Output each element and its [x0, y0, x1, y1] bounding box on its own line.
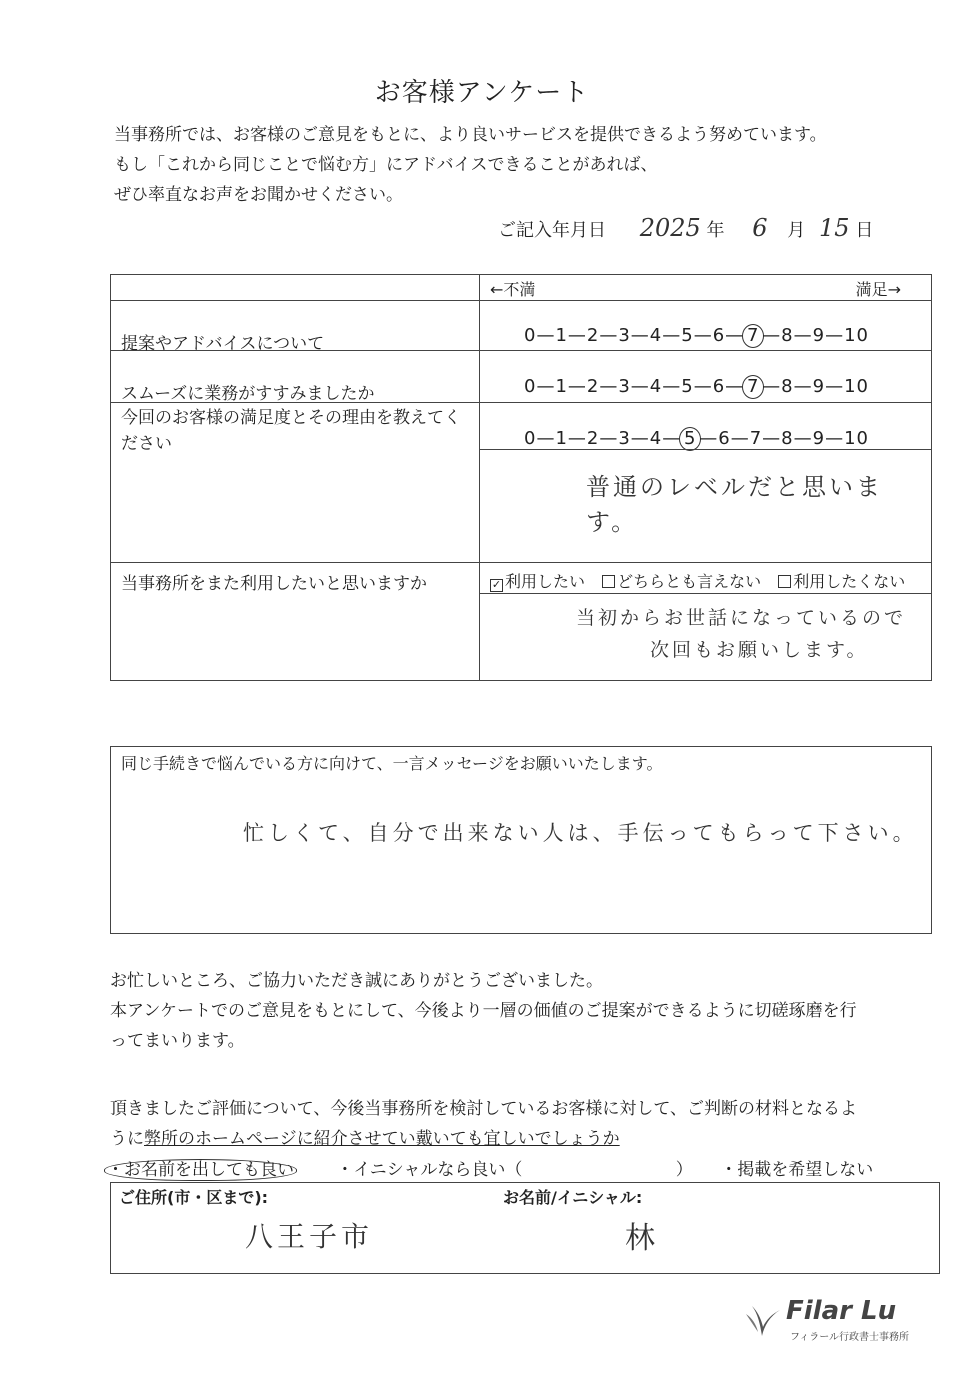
rating-scale[interactable]	[524, 427, 869, 451]
date-day-unit: 日	[855, 220, 874, 241]
intro-line: 当事務所では、お客様のご意見をもとに、より良いサービスを提供できるよう努めています。	[114, 125, 827, 145]
date-month: 6	[752, 214, 768, 242]
publish-question: 弊所のホームページに紹介させてい戴いても宜しいでしょうか	[144, 1129, 620, 1149]
publish-text	[110, 1094, 857, 1154]
publish-line: うに	[110, 1129, 144, 1149]
thanks-line: 本アンケートでのご意見をもとにして、今後より一層の価値のご提案ができるように切磋琢磨を行	[110, 1001, 857, 1021]
rating-scale[interactable]	[524, 324, 869, 348]
company-logo	[744, 1296, 914, 1344]
date-day: 15	[819, 214, 850, 242]
scale-before: 0—1—2—3—4—5—6—	[524, 325, 745, 346]
option-label: 利用したくない	[793, 572, 906, 591]
question-label: 今回のお客様の満足度とその理由を教えてください	[121, 408, 461, 454]
scale-after: —6—7—8—9—10	[699, 428, 869, 449]
scale-left-label: ←不満	[490, 280, 536, 299]
leaf-logo-icon	[744, 1300, 784, 1340]
header-empty-cell	[111, 275, 480, 301]
message-prompt: 同じ手続きで悩んでいる方に向けて、一言メッセージをお願いいたします。	[121, 754, 663, 773]
option-label: どちらとも言えない	[617, 572, 762, 591]
question-row	[111, 351, 932, 403]
checkbox-icon[interactable]	[602, 575, 615, 588]
date-row	[498, 214, 873, 242]
question-row	[111, 301, 932, 351]
address-value: 八王子市	[245, 1220, 374, 1253]
publish-option-none[interactable]: ・掲載を希望しない	[720, 1160, 874, 1180]
publish-options	[104, 1155, 873, 1180]
option-label: 利用したい	[505, 572, 586, 591]
thanks-text	[110, 966, 857, 1056]
selected-score: 7	[742, 324, 764, 348]
scale-before: 0—1—2—3—4—5—6—	[524, 376, 745, 397]
scale-right-label: 満足→	[855, 280, 901, 299]
name-value: 林	[625, 1221, 655, 1256]
message-text: 忙しくて、自分で出来ない人は、手伝ってもらって下さい。	[243, 821, 918, 845]
reuse-row	[111, 563, 932, 681]
checked-checkbox-icon[interactable]: ✓	[491, 578, 502, 591]
contact-box	[110, 1182, 940, 1274]
option-not-use[interactable]	[778, 572, 905, 591]
scale-header-cell	[480, 275, 932, 301]
name-label: お名前/イニシャル:	[503, 1188, 643, 1207]
intro-text	[114, 120, 827, 210]
reuse-comment-line: 次回もお願いします。	[650, 639, 869, 661]
page-title: お客様アンケート	[374, 78, 590, 108]
rating-scale[interactable]	[524, 375, 869, 399]
selected-score: 5	[679, 427, 701, 451]
publish-option-initial-close: ）	[675, 1160, 693, 1180]
scale-after: —8—9—10	[762, 325, 869, 346]
checkbox-icon[interactable]	[778, 575, 791, 588]
option-use-again[interactable]	[490, 572, 585, 591]
logo-name: Filar Lu	[786, 1296, 897, 1326]
date-month-unit: 月	[787, 220, 806, 241]
reuse-question: 当事務所をまた利用したいと思いますか	[121, 574, 427, 594]
thanks-line: ってまいります。	[110, 1031, 245, 1051]
publish-option-initial[interactable]: ・イニシャルなら良い（	[336, 1160, 523, 1180]
date-label: ご記入年月日	[498, 220, 606, 241]
intro-line: もし「これから同じことで悩む方」にアドバイスできることがあれば、	[114, 155, 658, 175]
row-divider	[480, 593, 931, 594]
date-year-unit: 年	[706, 220, 725, 241]
survey-table	[110, 274, 932, 681]
reuse-comment-line: 当初からお世話になっているので	[576, 607, 907, 629]
scale-header-row	[111, 275, 932, 301]
option-neutral[interactable]	[602, 572, 761, 591]
scale-after: —8—9—10	[762, 376, 869, 397]
row-divider	[480, 449, 931, 450]
reuse-options	[490, 569, 905, 592]
question-label: 提案やアドバイスについて	[121, 334, 325, 354]
publish-line: 頂きましたご評価について、今後当事務所を検討しているお客様に対して、ご判断の材料となるよ	[110, 1099, 857, 1119]
reason-comment: 普通のレベルだと思います。	[586, 473, 883, 536]
scale-before: 0—1—2—3—4—	[524, 428, 682, 449]
logo-sub: フィラール行政書士事務所	[790, 1332, 909, 1343]
question-label: スムーズに業務がすすみましたか	[121, 384, 375, 404]
intro-line: ぜひ率直なお声をお聞かせください。	[114, 185, 403, 205]
date-year: 2025	[639, 214, 701, 242]
address-label: ご住所(市・区まで):	[119, 1188, 269, 1207]
thanks-line: お忙しいところ、ご協力いただき誠にありがとうございました。	[110, 971, 603, 991]
question-row	[111, 403, 932, 563]
message-box	[110, 746, 932, 934]
publish-option-name[interactable]: ・お名前を出しても良い	[104, 1159, 297, 1181]
selected-score: 7	[742, 375, 764, 399]
